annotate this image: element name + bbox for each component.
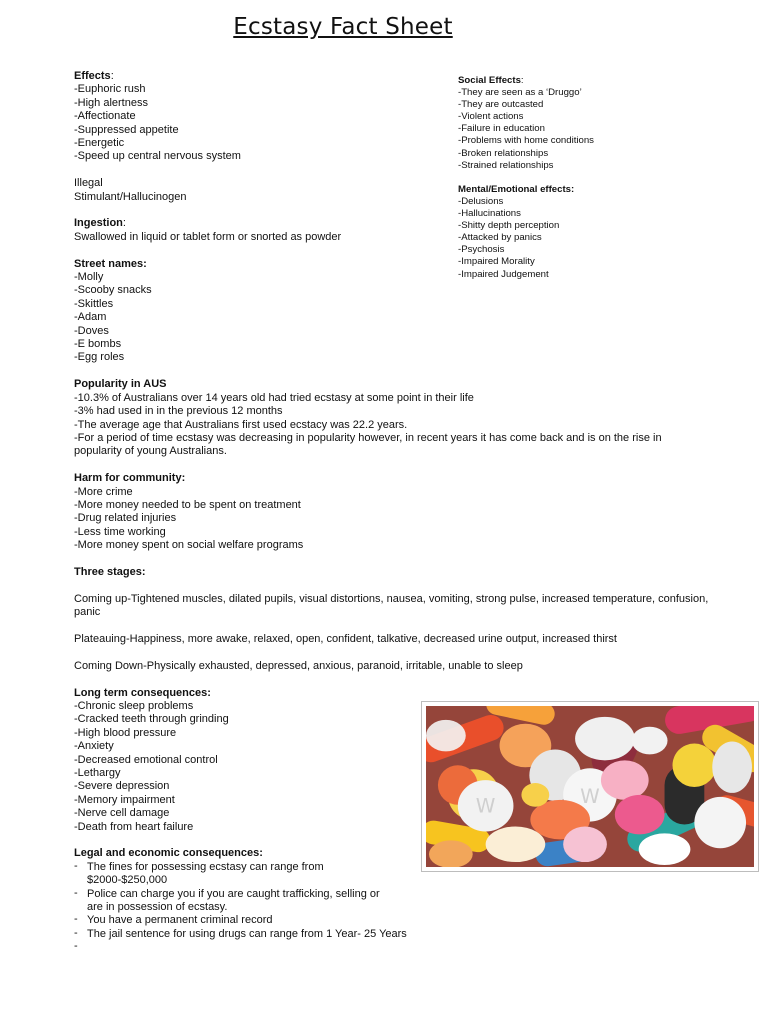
harm-section — [74, 472, 714, 552]
stages-heading: Three stages: — [74, 565, 146, 578]
list-item: -Impaired Morality — [458, 256, 535, 268]
svg-text:W: W — [580, 784, 600, 808]
list-item: -Euphoric rush — [74, 83, 146, 96]
list-item — [74, 941, 387, 953]
list-item: -Attacked by panics — [458, 232, 542, 244]
ingestion-heading: Ingestion — [74, 217, 123, 230]
list-item: -Energetic — [74, 137, 125, 150]
list-item: -Psychosis — [458, 244, 505, 256]
popularity-section — [74, 378, 714, 458]
popularity-heading: Popularity in AUS — [74, 378, 167, 391]
list-item: -Impaired Judgement — [458, 268, 549, 280]
list-item: -Lethargy — [74, 766, 121, 779]
ingestion-section: Ingestion: Swallowed in liquid or tablet form or snorted as powder — [74, 217, 714, 244]
list-item: -Problems with home conditions — [458, 135, 594, 147]
street-names-heading: Street names: — [74, 257, 147, 270]
stage-coming-up: Coming up-Tightened muscles, dilated pupils, visual distortions, nausea, vomiting, strong pulse, increased temperature, confusion, panic — [74, 592, 709, 619]
legal-heading: Legal and economic consequences: — [74, 847, 263, 860]
effects-section: Effects: -Euphoric rush -High alertness -Affectionate -Suppressed appetite -Energetic -Speed up central nervous system — [74, 70, 714, 164]
list-item: -Memory impairment — [74, 793, 175, 806]
social-effects-section: Social Effects: -They are seen as a ‘Druggo’ -They are outcasted -Violent actions -Failure in education -Problems with home conditions -Broken relationships -Strained relationships — [458, 75, 658, 172]
list-item: -Doves — [74, 324, 109, 337]
list-item: - The jail sentence for using drugs can range from 1 Year- 25 Years — [74, 928, 447, 941]
list-item: -Chronic sleep problems — [74, 699, 194, 712]
list-item: -Delusions — [458, 195, 504, 207]
list-item: -Decreased emotional control — [74, 753, 218, 766]
list-item: -Adam — [74, 311, 107, 324]
list-item: -Speed up central nervous system — [74, 150, 241, 163]
list-item: -Affectionate — [74, 110, 136, 123]
long-term-heading: Long term consequences: — [74, 686, 211, 699]
social-effects-heading: Social Effects — [458, 75, 521, 86]
list-item: -Suppressed appetite — [74, 123, 179, 136]
list-item: -Broken relationships — [458, 147, 549, 159]
list-item: -High blood pressure — [74, 726, 177, 739]
list-item: -Severe depression — [74, 780, 170, 793]
list-item: -Hallucinations — [458, 208, 521, 220]
list-item: -Shitty depth perception — [458, 220, 560, 232]
legal-status: Illegal — [74, 177, 103, 190]
list-item: -Anxiety — [74, 740, 114, 753]
pills-photo — [421, 701, 759, 872]
list-item: -Scooby snacks — [74, 284, 152, 297]
list-item: -Cracked teeth through grinding — [74, 713, 229, 726]
list-item: -E bombs — [74, 338, 122, 351]
list-item: -Skittles — [74, 297, 114, 310]
list-item: -The average age that Australians first used ecstacy was 22.2 years. — [74, 418, 408, 431]
list-item: -High alertness — [74, 96, 148, 109]
list-item: -More money needed to be spent on treatment — [74, 498, 301, 511]
stages-section — [74, 566, 714, 673]
stage-plateauing: Plateauing-Happiness, more awake, relaxed, open, confident, talkative, decreased urine output, increased thirst — [74, 632, 617, 645]
drug-type: Stimulant/Hallucinogen — [74, 190, 187, 203]
list-item: -Molly — [74, 271, 104, 284]
list-item: -Strained relationships — [458, 159, 554, 171]
list-item: -Nerve cell damage — [74, 807, 170, 820]
effects-heading: Effects — [74, 70, 111, 82]
list-item: -Egg roles — [74, 351, 125, 364]
list-item: -10.3% of Australians over 14 years old had tried ecstasy at some point in their life — [74, 391, 474, 404]
svg-text:W: W — [475, 794, 496, 818]
list-item: - The fines for possessing ecstasy can range from $2000-$250,000 — [74, 861, 387, 888]
list-item: -Drug related injuries — [74, 512, 177, 525]
list-item: -Less time working — [74, 525, 166, 538]
ingestion-text: Swallowed in liquid or tablet form or snorted as powder — [74, 230, 342, 243]
list-item: -They are seen as a ‘Druggo’ — [458, 87, 582, 99]
list-item: -3% had used in in the previous 12 months — [74, 405, 283, 418]
list-item: - Police can charge you if you are caught trafficking, selling or are in possession of ecstasy. — [74, 888, 387, 915]
mental-effects-section — [458, 184, 658, 281]
list-item: -More money spent on social welfare programs — [74, 539, 304, 552]
list-item: -Death from heart failure — [74, 820, 194, 833]
list-item: - You have a permanent criminal record — [74, 914, 447, 927]
harm-heading: Harm for community: — [74, 472, 186, 485]
mental-effects-heading: Mental/Emotional effects: — [458, 183, 575, 195]
stage-coming-down: Coming Down-Physically exhausted, depressed, anxious, paranoid, irritable, unable to sleep — [74, 659, 523, 672]
pills-photo-image — [426, 706, 754, 867]
list-item: -Violent actions — [458, 111, 524, 123]
list-item: -More crime — [74, 485, 133, 498]
page-title: Ecstasy Fact Sheet — [233, 14, 453, 40]
list-item: -Failure in education — [458, 123, 545, 135]
right-column — [458, 75, 658, 293]
list-item: -They are outcasted — [458, 99, 544, 111]
list-item: -For a period of time ecstasy was decreasing in popularity however, in recent years it has come back and is on the rise in popularity of young Australians. — [74, 431, 662, 458]
